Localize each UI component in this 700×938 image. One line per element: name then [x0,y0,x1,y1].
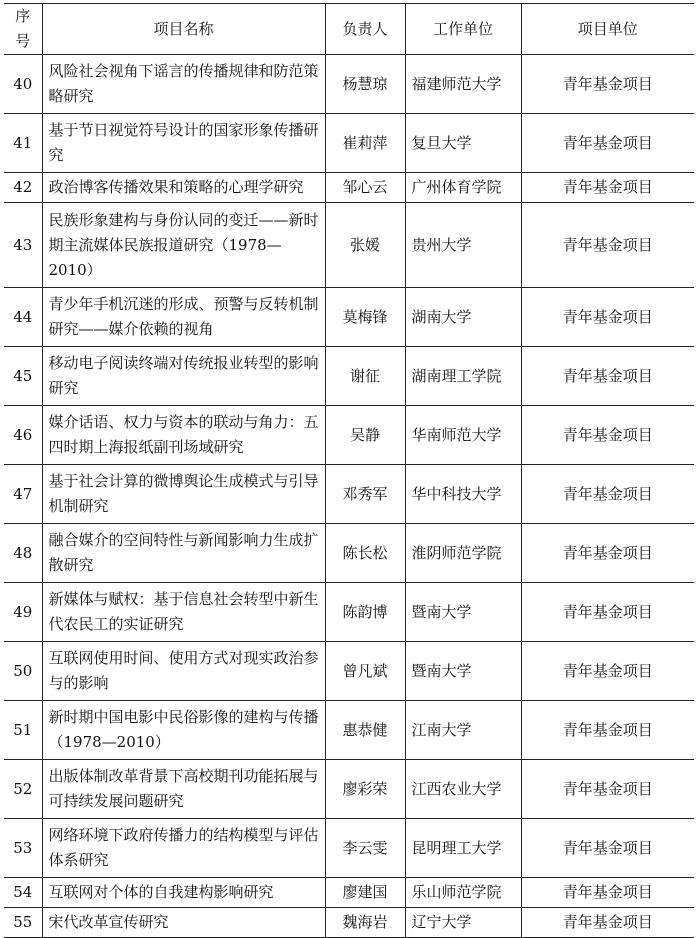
cell-no: 40 [4,55,42,114]
cell-title: 宋代改革宣传研究 [42,908,325,938]
cell-leader: 惠恭健 [325,701,405,760]
cell-leader: 李云雯 [325,819,405,878]
cell-org: 暨南大学 [405,583,521,642]
cell-leader: 陈韵博 [325,583,405,642]
cell-org: 淮阴师范学院 [405,524,521,583]
table-body [4,55,694,938]
table-row [4,55,694,114]
header-type: 项目单位 [521,4,694,55]
cell-type: 青年基金项目 [521,760,694,819]
cell-type: 青年基金项目 [521,347,694,406]
header-no: 序号 [4,4,42,55]
cell-leader: 廖彩荣 [325,760,405,819]
cell-type: 青年基金项目 [521,819,694,878]
cell-type: 青年基金项目 [521,908,694,938]
cell-no: 41 [4,114,42,173]
cell-no: 53 [4,819,42,878]
cell-org: 广州体育学院 [405,173,521,203]
cell-org: 华中科技大学 [405,465,521,524]
table-row [4,878,694,908]
cell-title: 出版体制改革背景下高校期刊功能拓展与可持续发展问题研究 [42,760,325,819]
header-org: 工作单位 [405,4,521,55]
cell-no: 46 [4,406,42,465]
cell-org: 昆明理工大学 [405,819,521,878]
cell-no: 49 [4,583,42,642]
cell-title: 互联网使用时间、使用方式对现实政治参与的影响 [42,642,325,701]
table-row [4,406,694,465]
cell-org: 复旦大学 [405,114,521,173]
cell-leader: 曾凡斌 [325,642,405,701]
table-row [4,114,694,173]
cell-type: 青年基金项目 [521,173,694,203]
cell-leader: 魏海岩 [325,908,405,938]
cell-leader: 杨慧琼 [325,55,405,114]
cell-title: 互联网对个体的自我建构影响研究 [42,878,325,908]
table-row [4,173,694,203]
cell-leader: 谢征 [325,347,405,406]
cell-org: 辽宁大学 [405,908,521,938]
cell-leader: 莫梅锋 [325,288,405,347]
cell-title: 融合媒介的空间特性与新闻影响力生成扩散研究 [42,524,325,583]
cell-org: 华南师范大学 [405,406,521,465]
cell-no: 52 [4,760,42,819]
cell-title: 政治博客传播效果和策略的心理学研究 [42,173,325,203]
cell-type: 青年基金项目 [521,288,694,347]
table-row [4,347,694,406]
cell-type: 青年基金项目 [521,114,694,173]
cell-no: 43 [4,203,42,288]
cell-title: 青少年手机沉迷的形成、预警与反转机制研究——媒介依赖的视角 [42,288,325,347]
cell-title: 风险社会视角下谣言的传播规律和防范策略研究 [42,55,325,114]
table-row [4,288,694,347]
table-header-row [4,4,694,55]
header-title: 项目名称 [42,4,325,55]
table-row [4,524,694,583]
cell-title: 新时期中国电影中民俗影像的建构与传播（1978—2010） [42,701,325,760]
table-container [4,3,694,938]
cell-leader: 张媛 [325,203,405,288]
cell-no: 51 [4,701,42,760]
header-leader: 负责人 [325,4,405,55]
cell-type: 青年基金项目 [521,642,694,701]
cell-type: 青年基金项目 [521,406,694,465]
table-row [4,465,694,524]
cell-no: 55 [4,908,42,938]
cell-no: 50 [4,642,42,701]
cell-org: 贵州大学 [405,203,521,288]
cell-title: 基于社会计算的微博舆论生成模式与引导机制研究 [42,465,325,524]
cell-org: 乐山师范学院 [405,878,521,908]
cell-leader: 崔莉萍 [325,114,405,173]
table-row [4,701,694,760]
cell-no: 45 [4,347,42,406]
cell-no: 47 [4,465,42,524]
cell-no: 44 [4,288,42,347]
table-row [4,819,694,878]
table-row [4,908,694,938]
cell-type: 青年基金项目 [521,878,694,908]
cell-leader: 廖建国 [325,878,405,908]
cell-org: 湖南大学 [405,288,521,347]
cell-leader: 邹心云 [325,173,405,203]
cell-leader: 吴静 [325,406,405,465]
table-row [4,583,694,642]
table-row [4,760,694,819]
cell-leader: 陈长松 [325,524,405,583]
cell-title: 新媒体与赋权：基于信息社会转型中新生代农民工的实证研究 [42,583,325,642]
cell-no: 48 [4,524,42,583]
cell-no: 42 [4,173,42,203]
table-row [4,203,694,288]
cell-title: 媒介话语、权力与资本的联动与角力：五四时期上海报纸副刊场域研究 [42,406,325,465]
cell-type: 青年基金项目 [521,524,694,583]
project-table [4,3,694,938]
cell-type: 青年基金项目 [521,203,694,288]
cell-org: 湖南理工学院 [405,347,521,406]
cell-type: 青年基金项目 [521,701,694,760]
table-row [4,642,694,701]
cell-type: 青年基金项目 [521,465,694,524]
cell-title: 基于节日视觉符号设计的国家形象传播研究 [42,114,325,173]
cell-org: 福建师范大学 [405,55,521,114]
cell-type: 青年基金项目 [521,583,694,642]
cell-org: 暨南大学 [405,642,521,701]
cell-title: 移动电子阅读终端对传统报业转型的影响研究 [42,347,325,406]
cell-org: 江西农业大学 [405,760,521,819]
cell-leader: 邓秀军 [325,465,405,524]
cell-title: 网络环境下政府传播力的结构模型与评估体系研究 [42,819,325,878]
cell-no: 54 [4,878,42,908]
cell-type: 青年基金项目 [521,55,694,114]
cell-org: 江南大学 [405,701,521,760]
cell-title: 民族形象建构与身份认同的变迁——新时期主流媒体民族报道研究（1978—2010） [42,203,325,288]
